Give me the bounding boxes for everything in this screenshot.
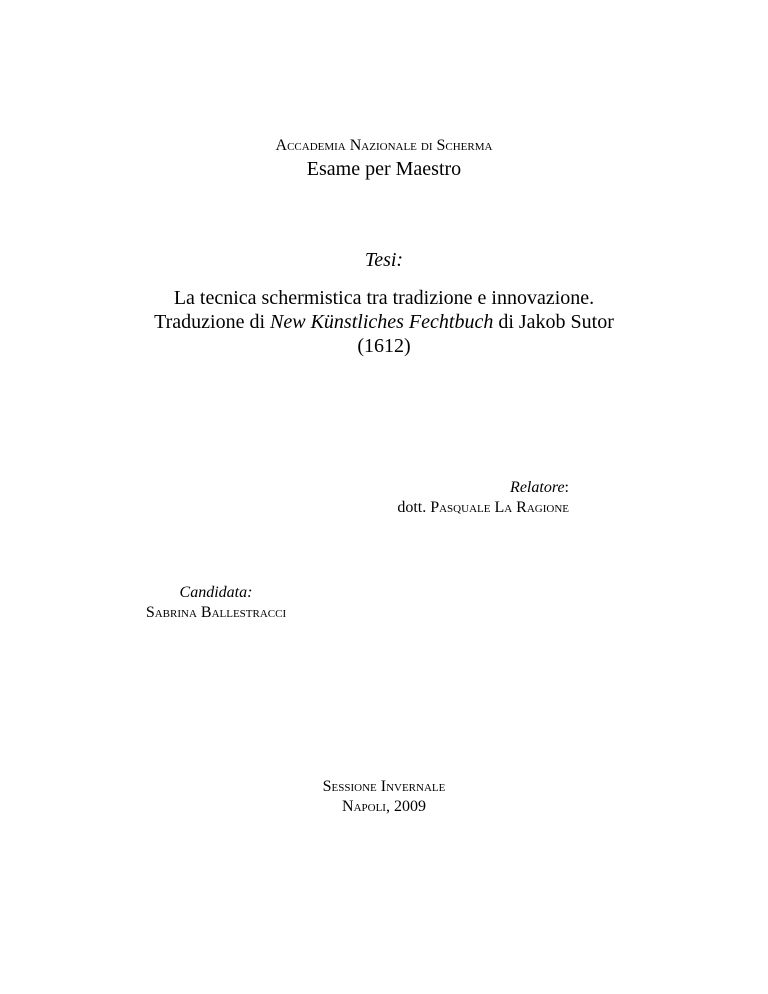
advisor-label-line bbox=[0, 478, 569, 498]
thesis-title-prefix: Traduzione di bbox=[154, 311, 271, 333]
advisor-block bbox=[0, 478, 569, 518]
advisor-name-line bbox=[0, 498, 569, 518]
thesis-title-line-2 bbox=[0, 310, 768, 334]
academy-name: Accademia Nazionale di Scherma bbox=[275, 137, 493, 154]
advisor-colon: : bbox=[564, 479, 569, 496]
advisor-name: Pasquale La Ragione bbox=[430, 499, 569, 516]
exam-title: Esame per Maestro bbox=[306, 158, 462, 180]
place-date bbox=[0, 797, 768, 817]
thesis-title-line-1: La tecnica schermistica tra tradizione e innovazione. bbox=[173, 287, 595, 309]
session-name: Sessione Invernale bbox=[322, 778, 446, 795]
candidate-label: Candidata: bbox=[179, 584, 253, 601]
thesis-title bbox=[0, 286, 768, 358]
thesis-title-line-3: (1612) bbox=[357, 335, 411, 357]
thesis-title-suffix: di Jakob Sutor bbox=[493, 311, 614, 333]
place-year-separator: , bbox=[385, 798, 394, 815]
session-block bbox=[0, 777, 768, 817]
thesis-title-work: New Künstliches Fechtbuch bbox=[270, 311, 494, 333]
thesis-label: Tesi: bbox=[364, 249, 404, 271]
candidate-name: Sabrina Ballestracci bbox=[145, 604, 287, 621]
candidate-block bbox=[134, 583, 298, 623]
advisor-label: Relatore bbox=[510, 479, 565, 496]
advisor-title: dott. bbox=[397, 499, 431, 516]
place-name: Napoli bbox=[342, 798, 386, 815]
year: 2009 bbox=[393, 798, 426, 815]
